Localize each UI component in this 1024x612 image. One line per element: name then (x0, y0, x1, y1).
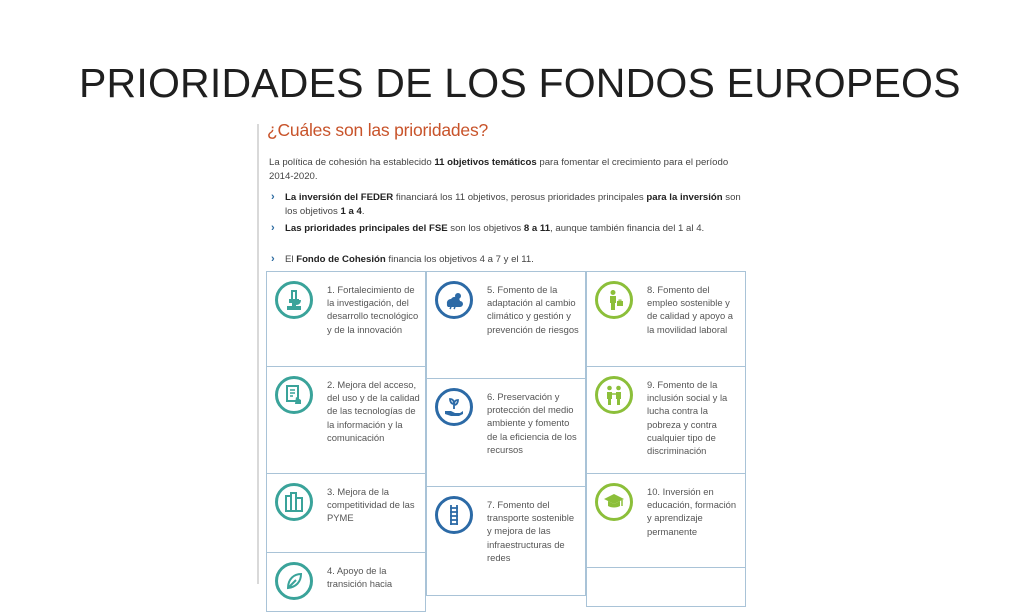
chevron-right-icon: › (271, 222, 275, 234)
objective-card-4 (266, 552, 426, 612)
chevron-right-icon: › (271, 253, 275, 265)
bullet-cohesion: › El Fondo de Cohesión financia los objetivos 4 a 7 y el 11. (271, 253, 534, 265)
objective-card-1 (266, 271, 426, 367)
objective-card-7 (426, 486, 586, 596)
cloud-sun-icon (435, 281, 473, 319)
railway-icon (435, 496, 473, 534)
document-hand-icon (275, 376, 313, 414)
objective-card-10 (586, 473, 746, 568)
objective-text: 5. Fomento de la adaptación al cambio climático y gestión y prevención de riesgos (487, 284, 579, 335)
bullet-fse: › Las prioridades principales del FSE son los objetivos 8 a 11, aunque también financia del 1 al 4. (271, 222, 705, 234)
objectives-column-3 (586, 271, 746, 591)
objective-card-11 (586, 567, 746, 607)
panel-heading: ¿Cuáles son las prioridades? (267, 120, 489, 140)
objective-text: 6. Preservación y protección del medio ambiente y fomento de la eficiencia de los recursos (487, 391, 577, 455)
panel-left-border (257, 124, 259, 584)
objectives-column-2 (426, 271, 586, 591)
priorities-panel (257, 120, 757, 590)
graduation-cap-icon (595, 483, 633, 521)
microscope-icon (275, 281, 313, 319)
objective-card-2 (266, 366, 426, 474)
intro-paragraph: La política de cohesión ha establecido 11 objetivos temáticos para fomentar el crecimiento para el período 2014-2020. (269, 157, 729, 182)
objectives-grid (266, 271, 748, 591)
leaf-icon (275, 562, 313, 600)
objective-text: 9. Fomento de la inclusión social y la lucha contra la pobreza y contra cualquier tipo de discriminación (647, 379, 728, 457)
objective-card-3 (266, 473, 426, 553)
objective-text: 8. Fomento del empleo sostenible y de calidad y apoyo a la movilidad laboral (647, 284, 734, 335)
objective-card-6 (426, 378, 586, 487)
objective-text: 4. Apoyo de la transición hacia (327, 565, 393, 590)
objective-card-9 (586, 366, 746, 474)
worker-briefcase-icon (595, 281, 633, 319)
objective-card-5 (426, 271, 586, 379)
bullet-feder: › La inversión del FEDER financiará los 11 objetivos, perosus prioridades principales para la inversión son los objetivos 1 a 4. (271, 191, 741, 217)
objective-text: 7. Fomento del transporte sostenible y mejora de las infraestructuras de redes (487, 499, 575, 563)
slide-title: PRIORIDADES DE LOS FONDOS EUROPEOS (79, 60, 961, 106)
objectives-column-1 (266, 271, 426, 591)
plant-hand-icon (435, 388, 473, 426)
objective-text: 1. Fortalecimiento de la investigación, del desarrollo tecnológico y de la innovación (327, 284, 419, 335)
objective-text: 2. Mejora del acceso, del uso y de la calidad de las tecnologías de la información y la comunicación (327, 379, 420, 443)
objective-text: 3. Mejora de la competitividad de las PYME (327, 486, 415, 524)
buildings-icon (275, 483, 313, 521)
chevron-right-icon: › (271, 191, 275, 203)
people-icon (595, 376, 633, 414)
objective-text: 10. Inversión en educación, formación y aprendizaje permanente (647, 486, 737, 537)
objective-card-8 (586, 271, 746, 367)
